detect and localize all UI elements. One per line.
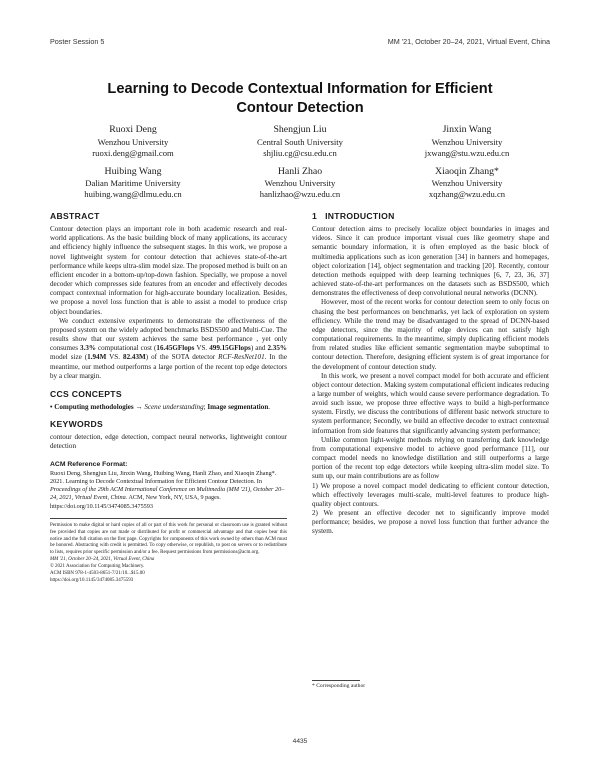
author-card [217,166,383,201]
author-row-2 [50,166,550,201]
author-card [217,124,383,159]
author-card [384,124,550,159]
intro-paragraph-3: In this work, we present a novel compact model for both accurate and efficient object contour detection. Making system computational efficient indicates reducing a large number of weights, which would cause severe performance degradation. To avoid such issue, we propose three effective ways to build a high-performance system. Firstly, we discuss the contributions of different basic network structure to system performance; Secondly, we build an effective decoder to extract contextual information from side features that significantly advancing system performance; [312,371,549,435]
author-card [384,166,550,201]
permission-isbn: ACM ISBN 978-1-4503-8651-7/21/10...$15.00 [50,571,145,577]
running-header-left: Poster Session 5 [50,37,105,46]
ccs-heading: CCS CONCEPTS [50,388,122,399]
permission-doi: https://doi.org/10.1145/3474085.3475593 [50,578,134,584]
author-name: Shengjun Liu [273,124,327,135]
paper-title [50,80,550,118]
author-name: Huibing Wang [104,165,162,177]
author-affiliation: Wenzhou University [431,178,503,188]
acm-reference-text: Ruoxi Deng, Shengjun Liu, Jinxin Wang, Huibing Wang, Hanli Zhao, and Xiaoqin Zhang*. 2021. Learning to Decode Contextual Information for Efficient Contour Detection. In Proceedings of the 29th ACM International Conference on Multimedia (MM '21), October 20–24, 2021, Virtual Event, China. ACM, New York, NY, USA, 9 pages. https://doi.org/10.1145/3474085.3475593 [50,469,285,510]
author-email: shjliu.cg@csu.edu.cn [263,147,337,158]
author-email: huibing.wang@dlmu.edu.cn [84,189,182,199]
abstract-paragraph-2: We conduct extensive experiments to demonstrate the effectiveness of the proposed system on the widely adopted benchmarks BSDS500 and Multi-Cue. The results show that our system achieves the same best performance , yet only consumes 3.3% computational cost (16.45GFlops VS. 499.15GFlops) and 2.35% model size (1.94M VS. 82.43M) of the SOTA detector RCF-ResNet101. In the meantime, our method outperforms a large portion of the recent top edge detectors by a clear margin. [50,316,288,380]
paper-title-line-1: Learning to Decode Contextual Information for Efficient [107,81,493,97]
author-name: Hanli Zhao [277,165,323,177]
permission-copyright: © 2021 Association for Computing Machinery. [50,564,145,570]
abstract-heading: ABSTRACT [50,211,100,221]
abstract-paragraph-1: Contour detection plays an important role in both academic research and real-world applications. As the basic building block of many applications, its accuracy and efficiency highly influence the subsequent stages. In this work, we propose a novel lightweight system for contour detection that achieves state-of-the-art performance while keeps ultra-slim model size. The proposed method is built on an efficient encoder in a bottom-up/top-down fashion. Specially, we propose a novel decoder which compresses side features from an encoder and effectively decodes compact contextual information for high-accurate boundary localization. Besides, we propose a novel loss function that is able to assist a model to produce crisp object boundaries. [50,225,287,316]
intro-paragraph-1: Contour detection aims to precisely localize object boundaries in images and videos. Since it can produce important visual cues like geometry shape and semantic boundary information, it is often employed as the basic block of multimedia applications such as icon generation [34] in banners and homepages, object colorization [14], object segmentation and tracking [20]. Recently, contour detection methods equipped with deep learning techniques [6, 7, 23, 36, 37] achieved state-of-the-art performances on the datasets such as BSDS500, which demonstrates the effectiveness of deep convolutional neural networks (DCNN). [312,225,549,298]
running-header-right: MM '21, October 20–24, 2021, Virtual Event, China [387,37,550,46]
author-email: ruoxi.deng@gmail.com [92,147,174,158]
author-block [50,124,550,207]
author-row-1 [50,124,550,159]
footnote-divider [312,680,360,681]
intro-paragraph-2: However, most of the recent works for contour detection seem to only focus on chasing the best performances on benchmarks, yet lack of exploration on system efficiency. While the trend may be disadvantaged to the spread of DCNN-based edge detectors, since the majority of edge devices can not satisfy high computational requirements. In the meantime, simply duplicating efficient models from related studies like efficient semantic segmentation maybe suboptimal to contour detection. Therefore, designing efficient system is of great importance for the development of contour detection study. [312,298,549,371]
author-email: xqzhang@wzu.edu.cn [428,189,506,199]
right-column [312,212,549,536]
ccs-concepts-text: • Computing methodologies → Scene understanding; Image segmentation. [50,402,271,411]
permission-block [50,523,287,585]
author-affiliation: Wenzhou University [431,136,503,147]
permission-venue: MM '21, October 20–24, 2021, Virtual Event, China [50,557,155,563]
paper-title-line-2: Contour Detection [236,100,364,116]
author-email: hanlizhao@wzu.edu.cn [259,189,341,199]
author-affiliation: Central South University [257,136,343,147]
footnote: * Corresponding author [312,683,366,689]
author-card [50,124,216,159]
author-name: Ruoxi Deng [109,124,157,135]
author-card [50,166,216,201]
permission-text: Permission to make digital or hard copies of all or part of this work for personal or classroom use is granted without fee provided that copies are not made or distributed for profit or commercial advantage and that copies bear this notice and the full citation on the first page. Copyrights for components of this work owned by others than ACM must be honored. Abstracting with credit is permitted. To copy otherwise, or republish, to post on servers or to redistribute to lists, requires prior specific permission and/or a fee. Request permissions from permissions@acm.org. [50,522,287,556]
contribution-1: 1) We propose a novel compact model dedicating to efficient contour detection, which effectively leverages multi-scale, multi-level features to produce high-quality object contours. [312,481,549,508]
left-column [50,212,287,585]
acm-reference-heading: ACM Reference Format: [50,460,128,468]
author-name: Xiaoqin Zhang* [435,165,499,177]
intro-paragraph-4: Unlike common light-weight methods relying on transferring dark knowledge from computational expensive model to achieve good performance [11], our compact model needs no knowledge distillation and still outperforms a large portion of the recent top edge detectors while keeping ultra-slim model size. To sum up, our main contributions are as follow [312,435,549,481]
permission-divider [50,518,287,519]
author-affiliation: Dalian Maritime University [85,178,181,188]
page-number: 4435 [292,738,308,745]
keywords-text: contour detection, edge detection, compact neural networks, lightweight contour detection [50,433,287,451]
keywords-heading: KEYWORDS [50,419,104,430]
author-name: Jinxin Wang [442,124,492,135]
author-email: jxwang@stu.wzu.edu.cn [424,147,510,158]
author-affiliation: Wenzhou University [264,178,336,188]
author-affiliation: Wenzhou University [97,136,169,147]
introduction-heading: 1 INTRODUCTION [312,211,395,221]
contribution-2: 2) We present an effective decoder net to significantly improve model performance; besides, we propose a novel loss function that further advance the system. [312,509,549,536]
